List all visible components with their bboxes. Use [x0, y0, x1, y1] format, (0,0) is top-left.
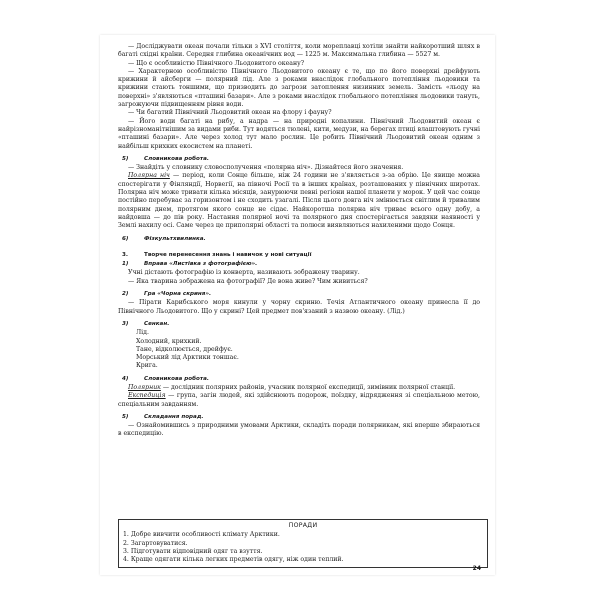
- poem-line: Крига.: [136, 362, 158, 370]
- tip-item: 1. Добре вивчити особливості клімату Арктики.: [123, 531, 280, 539]
- subsection-exercise: 6) Фізкультхвилинка.: [122, 235, 206, 242]
- postcard-question: — Яка тварина зображена на фотографії? Де вона живе? Чим живиться?: [128, 277, 368, 285]
- page-content: [118, 43, 480, 439]
- tips-box: [118, 519, 488, 568]
- subsection-black-chest: 2) Гра «Чорна скриня».: [122, 291, 212, 298]
- subsection-cinquain: 3) Сенкан.: [122, 320, 170, 327]
- tips-title: ПОРАДИ: [288, 522, 318, 529]
- tip-item: 2. Загартовуватися.: [123, 539, 188, 547]
- subsection-vocab-2: 4) Словникова робота.: [122, 375, 210, 382]
- paragraph-ocean-history: — Досліджувати океан почали тільки з XVI століття, коли мореплавці хотіли знайти найкоротший шлях в багаті східні країни. Середня глибина океанічних вод — 1225 м. Максимальна глибина — 5527 м.: [118, 43, 480, 59]
- tip-item: 3. Підготувати відповідний одяг та взуття.: [123, 547, 263, 555]
- poem-line: Морський лід Арктики тоншає.: [136, 354, 239, 362]
- question-1: — Що є особливістю Північного Льодовитого океану?: [128, 59, 305, 67]
- subsection-vocab-1: 5) Словникова робота.: [122, 155, 210, 162]
- poem-line: Холодний, крихкий.: [136, 337, 202, 345]
- answer-1: — Характерною особливістю Північного Льодовитого океану є те, що по його поверхні дрейфують крижини й айсберги — полярний лід. Але з роками внаслідок глобального потепління льодовики та крижини стають тоншими, що призводить до загрози затоплення низинних земель. Замість «льоду на поверхні» з'являються «пташині базари». Але з роками внаслідок глобального потепління льодовики тануть, загрожуючи підвищенням рівня води.: [118, 67, 480, 109]
- term-polar-explorer: Полярник: [128, 383, 161, 391]
- definition-polar-explorer: Полярник — дослідник полярних районів, учасник полярної експедиції, зимівник полярної станції.: [128, 383, 456, 391]
- term-polar-night: Полярна ніч: [128, 172, 170, 180]
- subsection-advice: 5) Складання порад.: [122, 413, 204, 420]
- vocab-1-definition: Полярна ніч — період, коли Сонце більше, ніж 24 години не з'являється з-за обрію. Це явище можна спостерігати у Фінляндії, Норвегії, на півночі Росії та в інших країнах, розташованих у північних широтах. Полярна ніч може тривати кілька місяців, занурюючи певні регіони нашої планети у морок. У цей час сонце постійно перебуває за горизонтом і не сходить узагалі. Після цього довга ніч змінюється світлим й тривалим полярним днем, протягом якого сонце не сідає. Найкоротша полярна ніч триває всього одну добу, а найдовша — до пів року. Настання полярної ночі та полярного дня спостерігається завдяки наявності у Землі нахилу осі. Саме через це приполярні області та полюси виявляються нахиленими щодо Сонця.: [118, 172, 480, 230]
- poem-line: Лід.: [136, 329, 149, 337]
- tip-item: 4. Краще одягати кілька легких предметів одягу, ніж один теплий.: [123, 556, 344, 564]
- question-2: — Чи багатий Північний Льодовитий океан на флору і фауну?: [128, 109, 332, 117]
- definition-expedition: Експедиція — група, загін людей, які здійснюють подорож, поїздку, відрядження зі спеціальною метою, спеціальним завданням.: [118, 392, 480, 408]
- vocab-1-task: — Знайдіть у словнику словосполучення «полярна ніч». Дізнайтеся його значення.: [128, 164, 404, 172]
- answer-2: — Його води багаті на рибу, а надра — на природні копалини. Північний Льодовитий океан є найрізноманітнішим за видами риби. Тут водяться тюлені, кити, медузи, на берегах птиці влаштовують гучні «пташині базари». Але через холод тут мало рослин. Це робить Північний Льодовитий океан одним з найбільш крихких екосистем на планеті.: [118, 117, 480, 150]
- document-page: [100, 35, 495, 575]
- term-expedition: Експедиція: [128, 392, 166, 400]
- poem-line: Тане, відколюється, дрейфує.: [136, 345, 233, 353]
- black-chest-text: — Пірати Карибського моря кинули у чорну скриню. Течія Атлантичного океану принесла її до Північного Льодовитого. Що у скрині? Цей предмет пов'язаний з назвою океану. (Лід.): [118, 299, 480, 315]
- postcard-text: Учні дістають фотографію із конверта, називають зображену тварину.: [128, 269, 360, 277]
- subsection-postcard: 1) Вправа «Листівка з фотографією».: [122, 261, 258, 268]
- section-3-heading: 3. Творче перенесення знань і навичок у нові ситуації: [122, 251, 312, 258]
- advice-task: — Ознайомившись з природними умовами Арктики, складіть поради полярникам, які вперше збираються в експедицію.: [118, 422, 480, 438]
- page-number: 24: [472, 565, 481, 572]
